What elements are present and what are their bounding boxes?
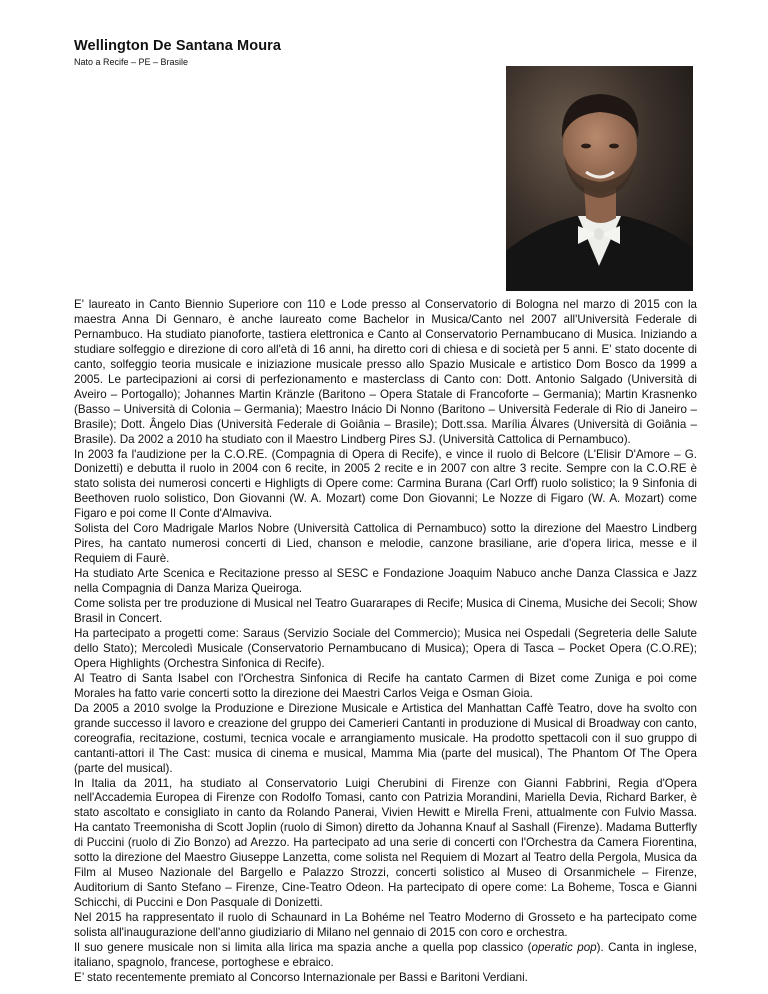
paragraph-text: Come solista per tre produzione di Musical nel Teatro Guararapes di Recife; Musica di Cinema, Musiche dei Secoli; Show Brasil in Concert. bbox=[74, 597, 697, 626]
paragraph-text: E’ stato recentemente premiato al Concorso Internazionale per Bassi e Baritoni Verdiani. bbox=[74, 970, 528, 984]
person-name: Wellington De Santana Moura bbox=[74, 38, 282, 54]
paragraph-text: Ha partecipato a progetti come: Saraus (Servizio Sociale del Commercio); Musica nei Ospedali (Segreteria delle Salute dello Stato); Mercoledì Musicale (Conservatorio Pernambucano di Musica); Opera di Tasca – Pocket Opera (C.O.RE); Opera Highlights (Orchestra Sinfonica di Recife). bbox=[74, 626, 697, 670]
paragraph-text: Ha studiato Arte Scenica e Recitazione presso al SESC e Fondazione Joaquim Nabuco anche Danza Classica e Jazz nella Compagnia di Danza Mariza Queiroga. bbox=[74, 567, 697, 596]
bio-paragraph bbox=[74, 702, 697, 777]
paragraph-text: In 2003 fa l'audizione per la C.O.RE. (Compagnia di Opera di Recife), e vince il ruolo di Belcore (L'Elisir D'Amore – G. Donizetti) e debutta il ruolo in 2004 con 6 recite, in 2005 2 recite e in 2007 con altre 3 recite. Sempre con la C.O.RE è stato solista dei numerosi concerti e Highligts di Opere come: Carmina Burana (Carl Orff) ruolo solistico; la 9 Sinfonia di Beethoven ruolo solistico, Don Giovanni (W. A. Mozart) come Don Giovanni; Le Nozze di Figaro (W. A. Mozart) come Figaro e poi come Il Conte d'Almaviva. bbox=[74, 447, 697, 521]
bio-paragraph bbox=[74, 522, 697, 567]
paragraph-text: Il suo genere musicale non si limita alla lirica ma spazia anche a quella pop classico ( bbox=[74, 940, 532, 954]
bio-paragraph bbox=[74, 911, 697, 941]
paragraph-text: E' laureato in Canto Biennio Superiore con 110 e Lode presso al Conservatorio di Bologna nel marzo di 2015 con la maestra Anna Di Gennaro, è anche laureato come Bachelor in Musica/Canto nel 2007 all'Università Federale di Pernambuco. Ha studiato pianoforte, tastiera elettronica e Canto al Conservatorio Pernambucano di Musica. Iniziando a studiare solfeggio e direzione di coro all'età di 16 anni, ha diretto cori di chiesa e di società per 5 anni. E' stato docente di canto, solfeggio teoria musicale e iniziazione musicale presso allo Spazio Musicale e artistico Dom Bosco da 1999 a 2005. Le partecipazioni ai corsi di perfezionamento e masterclass di Canto con: Dott. Antonio Salgado (Università di Aveiro – Portogallo); Johannes Martin Kränzle (Baritono – Opera Statale di Francoforte – Germania); Martin Krasnenko (Basso – Università di Colonia – Germania); Maestro Inácio Di Nonno (Baritono – Università Federale di Rio di Janeiro – Brasile); Dott. Ângelo Dias (Università Federale di Goiânia – Brasile); Dott.ssa. Marília Álvares (Università di Goiânia – Brasile). Da 2002 a 2010 ha studiato con il Maestro Lindberg Pires SJ. (Università Cattolica di Pernambuco). bbox=[74, 298, 697, 446]
paragraph-text: Solista del Coro Madrigale Marlos Nobre (Università Cattolica di Pernambuco) sotto la direzione del Maestro Lindberg Pires, ha cantato numerosi concerti di Lied, chanson e melodie, canzone brasiliane, arie d'opera lirica, messe e il Requiem di Faurè. bbox=[74, 522, 697, 566]
bio-paragraph bbox=[74, 941, 697, 971]
bio-paragraph bbox=[74, 298, 697, 448]
paragraph-text: In Italia da 2011, ha studiato al Conservatorio Luigi Cherubini di Firenze con Gianni Fabbrini, Regia d'Opera nell'Accademia Europea di Firenze con Rodolfo Tomasi, canto con Patrizia Morandini, Mariella Devia, Richard Barker, è stato ascoltato e consigliato in canto da Rolando Panerai, Vivien Hewitt e Mirella Freni, attualmente con Fulvio Massa. Ha cantato Treemonisha di Scott Joplin (ruolo di Simon) diretto da Johanna Knauf al Sashall (Firenze). Madama Butterfly di Puccini (ruolo di Zio Bonzo) ad Arezzo. Ha partecipato ad una serie di concerti con l'Orchestra da Camera Fiorentina, sotto la direzione del Maestro Giuseppe Lanzetta, come solista nel Requiem di Mozart al Teatro della Pergola, Musica da Film al Museo Nazionale del Bargello e Palazzo Strozzi, concerti solistico al Museo di Orsanmichele – Firenze, Auditorium di Santo Stefano – Firenze, Cine-Teatro Odeon. Ha partecipato di opere come: La Boheme, Tosca e Gianni Schicchi, di Puccini e Don Pasquale di Donizetti. bbox=[74, 776, 697, 910]
biography-text bbox=[74, 298, 697, 986]
bio-paragraph bbox=[74, 627, 697, 672]
bio-paragraph bbox=[74, 567, 697, 597]
bio-paragraph bbox=[74, 672, 697, 702]
bio-paragraph bbox=[74, 777, 697, 912]
bio-paragraph bbox=[74, 971, 697, 986]
paragraph-text: Da 2005 a 2010 svolge la Produzione e Direzione Musicale e Artistica del Manhattan Caffè Teatro, dove ha svolto con grande successo il lavoro e creazione del gruppo dei Camerieri Cantanti in produzione di Musical di Broadway con canto, coreografia, recitazione, costumi, tecnica vocale e arrangiamento musicale. Ha prodotto spettacoli con il suo gruppo di cantanti-attori il The Cast: musica di cinema e musical, Mamma Mia (parte del musical), The Phantom Of The Opera (parte del musical). bbox=[74, 701, 697, 775]
portrait-photo bbox=[506, 66, 693, 291]
italic-text: operatic pop bbox=[531, 940, 597, 954]
paragraph-text: Nel 2015 ha rappresentato il ruolo di Schaunard in La Bohéme nel Teatro Moderno di Grosseto e ha partecipato come solista all'inaugurazione dell'anno giudiziario di Milano nel gennaio di 2015 con coro e orchestra. bbox=[74, 911, 697, 940]
bio-paragraph bbox=[74, 597, 697, 627]
paragraph-text: Al Teatro di Santa Isabel con l'Orchestra Sinfonica di Recife ha cantato Carmen di Bizet come Zuniga e poi come Morales ha fatto varie concerti sotto la direzione dei Maestri Carlos Veiga e Osman Gioia. bbox=[74, 671, 697, 700]
birth-place: Nato a Recife – PE – Brasile bbox=[74, 57, 189, 67]
paragraph-text: ). Canta in inglese, italiano, spagnolo, francese, portoghese e ebraico. bbox=[74, 940, 698, 969]
bio-paragraph bbox=[74, 448, 697, 523]
